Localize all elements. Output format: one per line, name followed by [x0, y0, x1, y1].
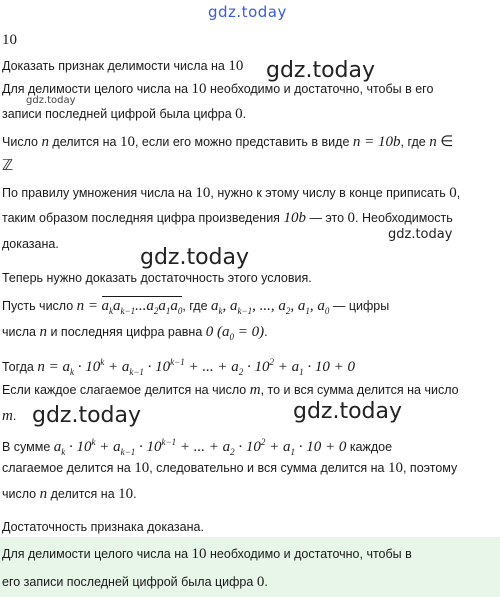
math-variable: n — [39, 324, 47, 340]
text: число — [2, 487, 37, 501]
digit-list: $a_k$, $a_{k-1}$, ..., $a_2$, $a_1$, $a_0$ — [211, 298, 330, 316]
text: . — [242, 107, 247, 121]
math-number: 0 — [256, 574, 265, 590]
text: Число — [2, 135, 38, 149]
conclusion-line — [2, 546, 412, 562]
math-variable: n — [39, 486, 48, 502]
watermark: gdz.today — [26, 95, 76, 106]
watermark: gdz.today — [266, 58, 376, 83]
math-variable: m — [2, 408, 13, 424]
text: , где — [182, 299, 208, 313]
paragraph — [2, 298, 389, 319]
text: и последняя цифра равна — [50, 325, 203, 339]
text: — это — [309, 211, 345, 225]
paragraph — [2, 354, 355, 380]
task-number: 10 — [2, 32, 17, 48]
text: , если его можно представить в виде — [134, 135, 350, 149]
paragraph — [2, 408, 16, 424]
math-variable: m — [249, 382, 261, 398]
math-expression: 10b — [283, 210, 306, 226]
last-digit-condition: 0 $(a_0 = 0)$ — [205, 324, 265, 342]
sum-expression: $n = a_k \cdot 10^k + a_{k-1} \cdot 10^{k-1}$ + ... + $a_2 \cdot 10^2 + a_1 \cdot 10 + 0$ — [37, 357, 355, 377]
text: делится на — [52, 135, 117, 149]
text: , следовательно и вся сумма делится на — [149, 461, 385, 475]
text: В сумме — [2, 440, 51, 454]
text: . — [133, 487, 137, 501]
task-heading — [2, 58, 243, 74]
text: Тогда — [2, 360, 34, 374]
watermark: gdz.today — [293, 399, 403, 424]
paragraph: доказана. — [2, 237, 59, 251]
text: По правилу умножения числа на — [2, 186, 192, 200]
text: Для делимости целого числа на — [2, 82, 189, 96]
math-number: 0 — [449, 185, 457, 201]
watermark: gdz.today — [32, 403, 142, 428]
paragraph — [2, 486, 137, 502]
math-number: 0 — [347, 210, 356, 226]
text: , то и вся сумма делится на число — [260, 383, 459, 397]
paragraph — [2, 460, 457, 476]
text: каждое — [349, 440, 393, 454]
text: Если каждое слагаемое делится на число — [2, 383, 247, 397]
sum-expression: $a_k \cdot 10^k + a_{k-1} \cdot 10^{k-1}$ + ... + $a_2 \cdot 10^2 + a_1 \cdot 10 + 0$ — [53, 437, 347, 457]
text: таким образом последняя цифра произведения — [2, 211, 280, 225]
paragraph — [2, 106, 246, 122]
text: необходимо и достаточно, чтобы в — [210, 547, 412, 561]
digit-notation: $a_ka_{k-1}...a_2a_1a_0$ — [101, 298, 183, 316]
watermark: gdz.today — [388, 227, 453, 242]
text: Для делимости целого числа на — [2, 547, 189, 561]
watermark: gdz.today — [208, 3, 287, 21]
conclusion-line — [2, 574, 268, 590]
heading-number: 10 — [228, 58, 244, 74]
math-variable: n — [41, 134, 49, 150]
text: записи последней цифрой была цифра — [2, 107, 232, 121]
text: слагаемое делится на — [2, 461, 131, 475]
text: необходимо и достаточно, чтобы в его — [210, 82, 434, 96]
integers-symbol: ℤ — [2, 158, 14, 174]
paragraph — [2, 382, 459, 398]
heading-text: Доказать признак делимости числа на — [2, 59, 225, 73]
text: , — [456, 186, 461, 200]
text: . Необходимость — [355, 211, 453, 225]
paragraph: Достаточность признака доказана. — [2, 520, 204, 534]
paragraph — [2, 210, 453, 226]
text: — цифры — [332, 299, 390, 313]
text: , поэтому — [402, 461, 458, 475]
math-number: 10 — [195, 185, 211, 201]
paragraph: Теперь нужно доказать достаточность этого условия. — [2, 271, 312, 285]
paragraph — [2, 324, 268, 345]
text: . — [264, 325, 268, 339]
text: делится на — [50, 487, 115, 501]
text: , нужно к этому числу в конце приписать — [210, 186, 446, 200]
text: , где — [400, 135, 426, 149]
text: . — [12, 409, 17, 423]
watermark: gdz.today — [140, 245, 250, 270]
text: его записи последней цифрой была цифра — [2, 575, 254, 589]
math-number: 10 — [191, 546, 207, 562]
paragraph — [2, 434, 392, 460]
math-number: 10 — [134, 460, 150, 476]
math-equation: n = — [76, 298, 99, 314]
text: числа — [2, 325, 36, 339]
math-variable: n — [429, 134, 437, 150]
paragraph — [2, 185, 460, 201]
paragraph — [2, 134, 453, 150]
math-number: 10 — [191, 81, 207, 97]
math-equation: n = 10b — [352, 134, 401, 150]
math-number: 0 — [235, 106, 243, 122]
math-number: 10 — [119, 134, 135, 150]
text: . — [264, 575, 268, 589]
text: Пусть число — [2, 299, 74, 313]
math-symbol: ∈ — [440, 134, 454, 150]
math-number: 10 — [118, 486, 134, 502]
math-number: 10 — [387, 460, 403, 476]
